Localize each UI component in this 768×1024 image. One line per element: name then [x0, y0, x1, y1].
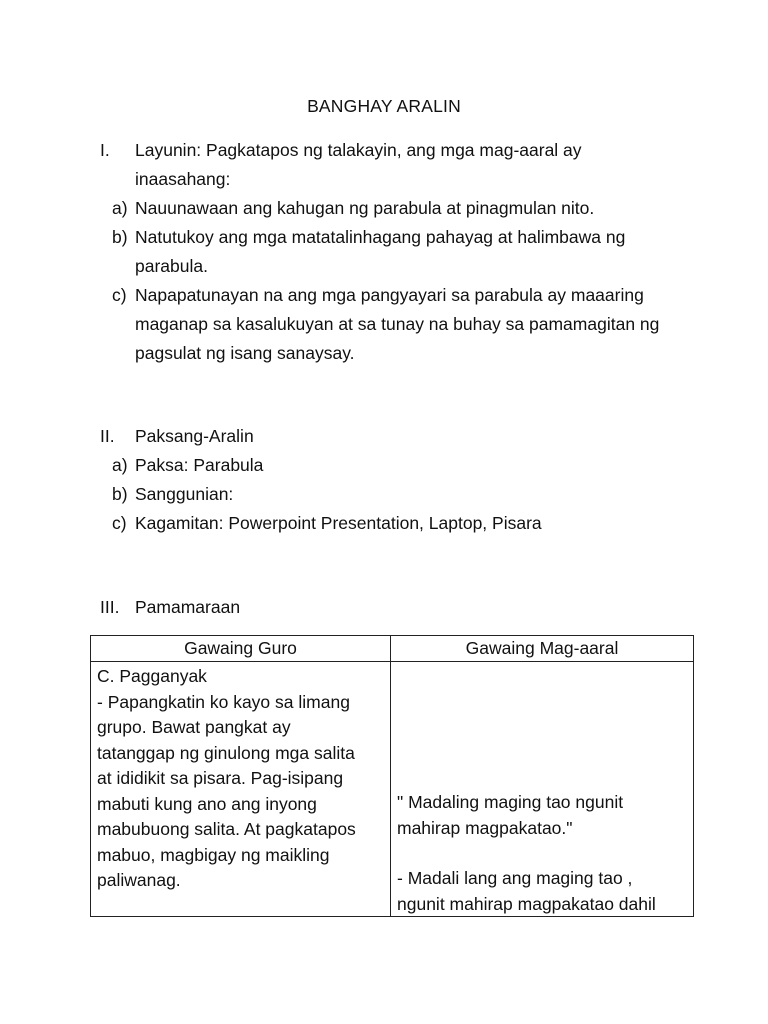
section-3-numeral: III.: [100, 597, 120, 617]
teacher-line: mabubuong salita. At pagkatapos: [97, 819, 356, 839]
section-2-item-a-text: Paksa: Parabula: [135, 455, 264, 475]
student-quote: [397, 790, 623, 841]
procedure-table: [90, 635, 694, 917]
section-1-item-b-letter: b): [112, 227, 128, 247]
section-2-item-a-letter: a): [112, 455, 128, 475]
student-explanation-line: ngunit mahirap magpakatao dahil: [397, 893, 656, 914]
section-1-item-a-letter: a): [112, 198, 128, 218]
section-1-heading-line-2: inaasahang:: [135, 169, 231, 189]
teacher-line: tatanggap ng ginulong mga salita: [97, 742, 355, 763]
table-header-teacher: Gawaing Guro: [91, 636, 391, 662]
section-1-item-b-line-1: Natutukoy ang mga matatalinhagang pahayag at halimbawa ng: [135, 227, 626, 247]
section-1-item-b-line-2: parabula.: [135, 256, 208, 276]
teacher-line: grupo. Bawat pangkat ay: [97, 717, 291, 737]
table-header-student: Gawaing Mag-aaral: [391, 636, 694, 662]
teacher-line: mabuti kung ano ang inyong: [97, 793, 317, 814]
section-1-item-a-line-1: Nauunawaan ang kahugan ng parabula at pinagmulan nito.: [135, 198, 595, 218]
section-1-item-c-letter: c): [112, 285, 127, 305]
section-3-heading: Pamamaraan: [135, 597, 241, 617]
teacher-line: paliwanag.: [97, 870, 181, 890]
teacher-line: mabuo, magbigay ng maikling: [97, 844, 330, 865]
table-header-row: [91, 636, 694, 662]
section-2-item-b-text: Sanggunian:: [135, 484, 234, 504]
student-quote-line: mahirap magpakatao.": [397, 817, 573, 838]
section-2-item-b-letter: b): [112, 484, 128, 504]
teacher-activity-cell: [91, 662, 391, 917]
section-1-numeral: I.: [100, 140, 110, 160]
table-row: [91, 662, 694, 917]
section-1-item-c-line-2: maganap sa kasalukuyan at sa tunay na buhay sa pamamagitan ng: [135, 314, 660, 334]
section-1-item-c-line-3: pagsulat ng isang sanaysay.: [135, 343, 355, 363]
section-2-item-c-text: Kagamitan: Powerpoint Presentation, Laptop, Pisara: [135, 513, 542, 533]
teacher-line: C. Pagganyak: [97, 666, 207, 686]
section-2-item-c-letter: c): [112, 513, 127, 533]
student-quote-line: " Madaling maging tao ngunit: [397, 792, 624, 812]
section-1-item-c-line-1: Napapatunayan na ang mga pangyayari sa parabula ay maaaring: [135, 285, 644, 305]
student-explanation-line: - Madali lang ang maging tao ,: [397, 868, 633, 888]
teacher-line: - Papangkatin ko kayo sa limang: [97, 691, 350, 712]
teacher-line: at ididikit sa pisara. Pag-isipang: [97, 768, 344, 788]
section-1-heading-line-1: Layunin: Pagkatapos ng talakayin, ang mga mag-aaral ay: [135, 140, 582, 160]
document-title: BANGHAY ARALIN: [307, 96, 461, 116]
student-activity-cell: [391, 662, 694, 917]
student-explanation: [397, 866, 656, 917]
section-2-numeral: II.: [100, 426, 115, 446]
section-2-heading: Paksang-Aralin: [135, 426, 254, 446]
